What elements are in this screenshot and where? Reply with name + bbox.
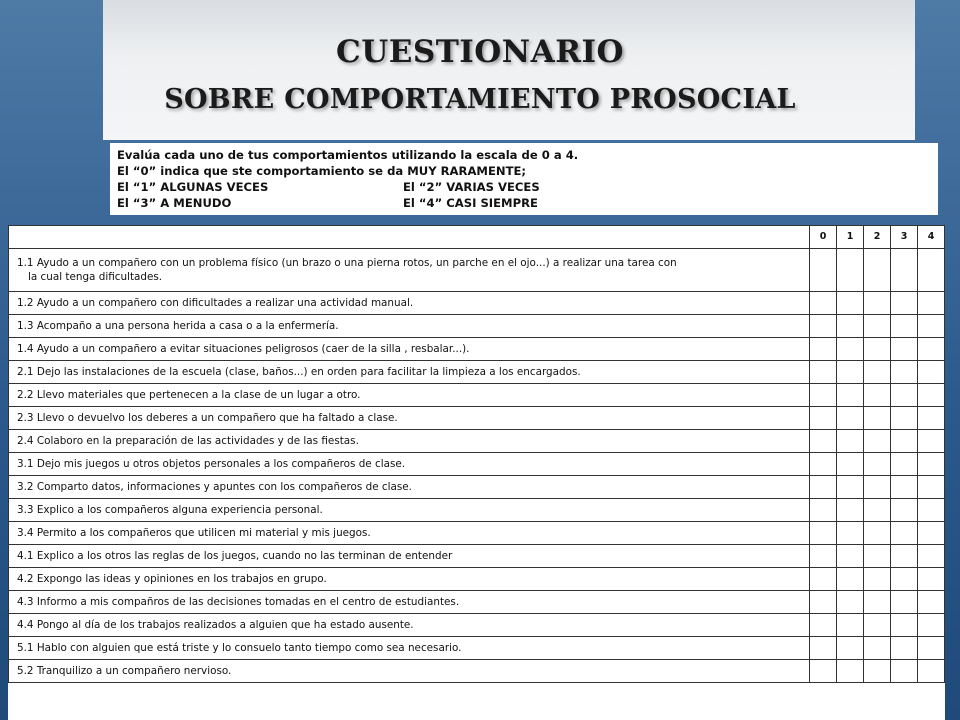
- item-text: [9, 545, 810, 568]
- rating-cell-0[interactable]: [810, 249, 837, 292]
- rating-cell-0[interactable]: [810, 292, 837, 315]
- rating-cell-0[interactable]: [810, 522, 837, 545]
- table-row: [9, 407, 945, 430]
- questionnaire-table-wrap: [8, 225, 945, 720]
- rating-cell-0[interactable]: [810, 453, 837, 476]
- item-text: [9, 407, 810, 430]
- item-text: [9, 292, 810, 315]
- item-text-line: 2.1 Dejo las instalaciones de la escuela (clase, baños...) en orden para facilitar la limpieza a los encargados.: [17, 366, 581, 378]
- rating-cell-3[interactable]: [891, 407, 918, 430]
- item-text: [9, 660, 810, 683]
- item-text-line: 4.3 Informo a mis compañros de las decisiones tomadas en el centro de estudiantes.: [17, 596, 460, 608]
- rating-cell-2[interactable]: [864, 614, 891, 637]
- item-text-line: 5.1 Hablo con alguien que está triste y lo consuelo tanto tiempo como sea necesario.: [17, 642, 462, 654]
- rating-cell-1[interactable]: [837, 614, 864, 637]
- rating-cell-0[interactable]: [810, 568, 837, 591]
- table-row: [9, 249, 945, 292]
- rating-cell-1[interactable]: [837, 545, 864, 568]
- table-row: [9, 384, 945, 407]
- table-row: [9, 315, 945, 338]
- rating-cell-4[interactable]: [918, 407, 945, 430]
- rating-cell-3[interactable]: [891, 614, 918, 637]
- title-panel: [103, 0, 915, 140]
- rating-cell-1[interactable]: [837, 660, 864, 683]
- rating-cell-2[interactable]: [864, 292, 891, 315]
- rating-cell-3[interactable]: [891, 591, 918, 614]
- rating-cell-1[interactable]: [837, 249, 864, 292]
- rating-cell-1[interactable]: [837, 453, 864, 476]
- rating-cell-1[interactable]: [837, 499, 864, 522]
- rating-cell-4[interactable]: [918, 292, 945, 315]
- item-text-line: 3.1 Dejo mis juegos u otros objetos personales a los compañeros de clase.: [17, 458, 406, 470]
- rating-cell-0[interactable]: [810, 430, 837, 453]
- rating-cell-0[interactable]: [810, 545, 837, 568]
- rating-cell-3[interactable]: [891, 292, 918, 315]
- item-text-line: 2.3 Llevo o devuelvo los deberes a un compañero que ha faltado a clase.: [17, 412, 398, 424]
- item-text: [9, 361, 810, 384]
- rating-cell-3[interactable]: [891, 660, 918, 683]
- rating-cell-4[interactable]: [918, 568, 945, 591]
- item-text: [9, 637, 810, 660]
- rating-cell-0[interactable]: [810, 361, 837, 384]
- rating-cell-4[interactable]: [918, 522, 945, 545]
- table-row: [9, 637, 945, 660]
- table-row: [9, 522, 945, 545]
- rating-cell-1[interactable]: [837, 407, 864, 430]
- scale-3-label: El “3” A MENUDO: [117, 196, 232, 210]
- rating-cell-0[interactable]: [810, 476, 837, 499]
- item-text: [9, 568, 810, 591]
- table-row: [9, 614, 945, 637]
- table-row: [9, 453, 945, 476]
- scale-1-label: El “1” ALGUNAS VECES: [117, 180, 269, 194]
- scale-row-1: [117, 179, 931, 195]
- rating-cell-3[interactable]: [891, 453, 918, 476]
- table-header-row: [9, 226, 945, 249]
- item-text-line: 1.3 Acompaño a una persona herida a casa o a la enfermería.: [17, 320, 339, 332]
- scale-4-label: El “4” CASI SIEMPRE: [403, 196, 538, 210]
- rating-cell-2[interactable]: [864, 545, 891, 568]
- item-text-line: 3.2 Comparto datos, informaciones y apuntes con los compañeros de clase.: [17, 481, 412, 493]
- rating-cell-0[interactable]: [810, 614, 837, 637]
- rating-cell-4[interactable]: [918, 637, 945, 660]
- rating-cell-2[interactable]: [864, 315, 891, 338]
- rating-cell-2[interactable]: [864, 430, 891, 453]
- rating-cell-2[interactable]: [864, 591, 891, 614]
- item-text-line: 4.2 Expongo las ideas y opiniones en los trabajos en grupo.: [17, 573, 327, 585]
- scale-header-2: 2: [864, 226, 891, 249]
- instructions-box: [110, 143, 938, 215]
- item-text: [9, 338, 810, 361]
- table-row: [9, 292, 945, 315]
- item-text: [9, 430, 810, 453]
- rating-cell-1[interactable]: [837, 476, 864, 499]
- rating-cell-0[interactable]: [810, 384, 837, 407]
- rating-cell-2[interactable]: [864, 660, 891, 683]
- item-text-line: 1.1 Ayudo a un compañero con un problema físico (un brazo o una pierna rotos, un parche en el ojo...) a realizar una tarea con: [17, 257, 677, 269]
- rating-cell-1[interactable]: [837, 384, 864, 407]
- rating-cell-2[interactable]: [864, 568, 891, 591]
- item-text: [9, 499, 810, 522]
- rating-cell-3[interactable]: [891, 568, 918, 591]
- scale-header-4: 4: [918, 226, 945, 249]
- item-text-line: 1.2 Ayudo a un compañero con dificultades a realizar una actividad manual.: [17, 297, 414, 309]
- item-text-line: 1.4 Ayudo a un compañero a evitar situaciones peligrosos (caer de la silla , resbalar...).: [17, 343, 470, 355]
- item-text: [9, 315, 810, 338]
- rating-cell-4[interactable]: [918, 361, 945, 384]
- item-text-line: 2.2 Llevo materiales que pertenecen a la clase de un lugar a otro.: [17, 389, 361, 401]
- scale-row-2: [117, 195, 931, 211]
- rating-cell-4[interactable]: [918, 660, 945, 683]
- rating-cell-3[interactable]: [891, 522, 918, 545]
- rating-cell-3[interactable]: [891, 476, 918, 499]
- page-subtitle: SOBRE COMPORTAMIENTO PROSOCIAL: [164, 84, 796, 115]
- rating-cell-2[interactable]: [864, 361, 891, 384]
- table-row: [9, 660, 945, 683]
- item-text: [9, 591, 810, 614]
- item-text: [9, 249, 810, 292]
- scale-2-label: El “2” VARIAS VECES: [403, 180, 540, 194]
- item-text-line: 2.4 Colaboro en la preparación de las actividades y de las fiestas.: [17, 435, 359, 447]
- rating-cell-2[interactable]: [864, 453, 891, 476]
- scale-header-3: 3: [891, 226, 918, 249]
- item-text-line: la cual tenga dificultades.: [28, 271, 163, 283]
- item-text-line: 4.1 Explico a los otros las reglas de los juegos, cuando no las terminan de entender: [17, 550, 453, 562]
- page-title: CUESTIONARIO: [336, 34, 624, 70]
- rating-cell-0[interactable]: [810, 315, 837, 338]
- rating-cell-4[interactable]: [918, 499, 945, 522]
- rating-cell-3[interactable]: [891, 545, 918, 568]
- instructions-line-2: El “0” indica que ste comportamiento se da MUY RARAMENTE;: [117, 164, 527, 178]
- rating-cell-0[interactable]: [810, 407, 837, 430]
- rating-cell-4[interactable]: [918, 338, 945, 361]
- rating-cell-0[interactable]: [810, 499, 837, 522]
- scale-header-0: 0: [810, 226, 837, 249]
- scale-header-1: 1: [837, 226, 864, 249]
- rating-cell-1[interactable]: [837, 568, 864, 591]
- rating-cell-2[interactable]: [864, 522, 891, 545]
- table-row: [9, 361, 945, 384]
- item-text: [9, 522, 810, 545]
- rating-cell-0[interactable]: [810, 637, 837, 660]
- item-text-line: 3.3 Explico a los compañeros alguna experiencia personal.: [17, 504, 323, 516]
- rating-cell-0[interactable]: [810, 660, 837, 683]
- rating-cell-2[interactable]: [864, 338, 891, 361]
- item-text: [9, 453, 810, 476]
- rating-cell-1[interactable]: [837, 361, 864, 384]
- item-header: [9, 226, 810, 249]
- rating-cell-4[interactable]: [918, 453, 945, 476]
- rating-cell-4[interactable]: [918, 384, 945, 407]
- item-text: [9, 384, 810, 407]
- rating-cell-4[interactable]: [918, 249, 945, 292]
- rating-cell-4[interactable]: [918, 315, 945, 338]
- rating-cell-4[interactable]: [918, 430, 945, 453]
- rating-cell-0[interactable]: [810, 338, 837, 361]
- rating-cell-3[interactable]: [891, 637, 918, 660]
- rating-cell-4[interactable]: [918, 591, 945, 614]
- rating-cell-4[interactable]: [918, 545, 945, 568]
- item-text-line: 3.4 Permito a los compañeros que utilicen mi material y mis juegos.: [17, 527, 371, 539]
- questionnaire-table: [8, 225, 945, 683]
- item-text-line: 5.2 Tranquilizo a un compañero nervioso.: [17, 665, 232, 677]
- item-text: [9, 614, 810, 637]
- rating-cell-3[interactable]: [891, 361, 918, 384]
- rating-cell-3[interactable]: [891, 430, 918, 453]
- rating-cell-0[interactable]: [810, 591, 837, 614]
- rating-cell-3[interactable]: [891, 338, 918, 361]
- rating-cell-2[interactable]: [864, 249, 891, 292]
- instructions-line-1: Evalúa cada uno de tus comportamientos utilizando la escala de 0 a 4.: [117, 148, 579, 162]
- table-row: [9, 476, 945, 499]
- rating-cell-1[interactable]: [837, 522, 864, 545]
- rating-cell-1[interactable]: [837, 292, 864, 315]
- rating-cell-3[interactable]: [891, 315, 918, 338]
- table-row: [9, 338, 945, 361]
- item-text: [9, 476, 810, 499]
- table-row: [9, 568, 945, 591]
- table-row: [9, 430, 945, 453]
- table-row: [9, 591, 945, 614]
- rating-cell-2[interactable]: [864, 384, 891, 407]
- rating-cell-3[interactable]: [891, 499, 918, 522]
- rating-cell-1[interactable]: [837, 637, 864, 660]
- rating-cell-2[interactable]: [864, 407, 891, 430]
- table-row: [9, 499, 945, 522]
- rating-cell-1[interactable]: [837, 430, 864, 453]
- table-row: [9, 545, 945, 568]
- item-text-line: 4.4 Pongo al día de los trabajos realizados a alguien que ha estado ausente.: [17, 619, 414, 631]
- rating-cell-3[interactable]: [891, 249, 918, 292]
- rating-cell-2[interactable]: [864, 637, 891, 660]
- rating-cell-2[interactable]: [864, 499, 891, 522]
- rating-cell-4[interactable]: [918, 614, 945, 637]
- rating-cell-1[interactable]: [837, 338, 864, 361]
- rating-cell-2[interactable]: [864, 476, 891, 499]
- rating-cell-1[interactable]: [837, 591, 864, 614]
- rating-cell-1[interactable]: [837, 315, 864, 338]
- rating-cell-4[interactable]: [918, 476, 945, 499]
- rating-cell-3[interactable]: [891, 384, 918, 407]
